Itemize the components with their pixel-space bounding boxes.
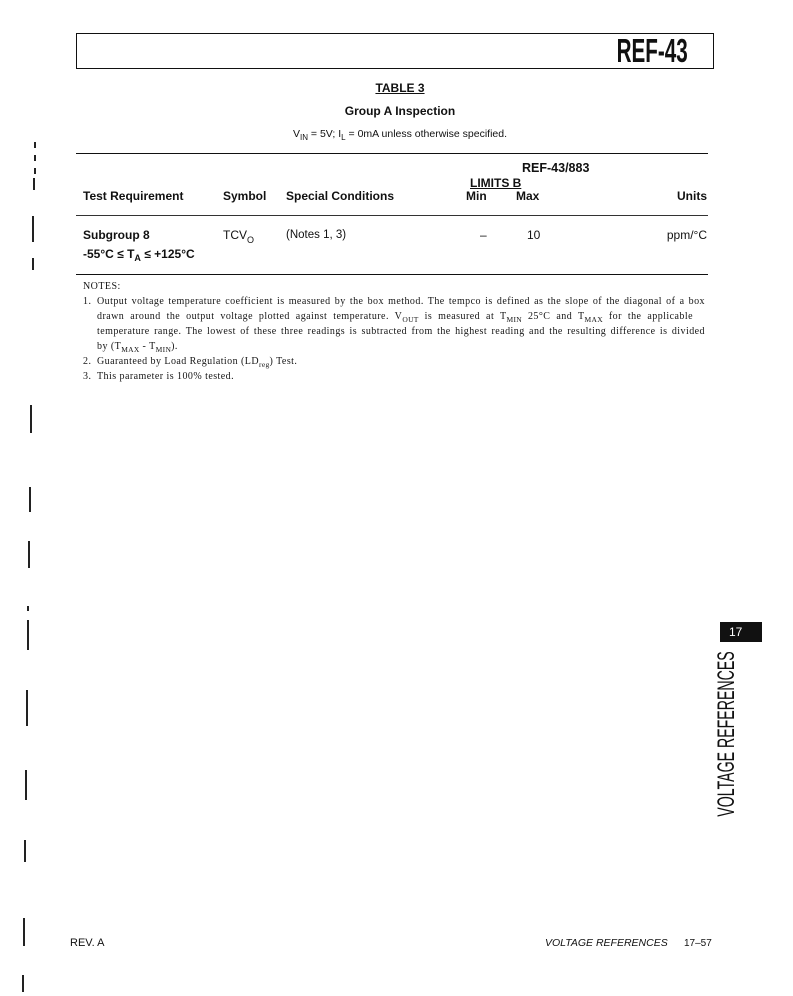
note-subscript: MIN — [506, 314, 522, 324]
temperature-range-after: ≤ +125°C — [140, 247, 195, 261]
margin-mark — [27, 620, 29, 650]
table-caption: TABLE 3 — [375, 81, 425, 95]
conditions-middle: = 5V; I — [308, 128, 342, 140]
note-subscript: OUT — [402, 314, 419, 324]
conditions-v: V — [292, 128, 300, 140]
note-line — [97, 357, 297, 367]
device-heading: REF-43/883 — [522, 161, 590, 175]
column-header-symbol: Symbol — [223, 189, 267, 203]
note-text: for the applicable — [602, 310, 693, 322]
cell-test-requirement: Subgroup 8 — [83, 228, 150, 242]
margin-mark — [23, 918, 25, 946]
margin-mark — [25, 770, 27, 800]
note-line — [97, 342, 178, 352]
note-number: 3. — [83, 370, 92, 382]
table-top-rule — [76, 153, 708, 154]
note-number: 1. — [83, 295, 92, 307]
note-subscript: reg — [259, 359, 270, 369]
note-line — [97, 312, 693, 322]
note-text: ) Test. — [269, 355, 298, 367]
column-header-min: Min — [466, 189, 487, 203]
column-header-special-conditions: Special Conditions — [286, 189, 395, 203]
conditions-v-subscript: IN — [300, 133, 308, 142]
temperature-range-before: -55°C ≤ T — [83, 247, 135, 261]
note-line — [97, 297, 705, 307]
section-tab-number: 17 — [729, 625, 743, 639]
note-line — [97, 327, 705, 337]
note-text: drawn around the output voltage plotted against temperature. V — [97, 310, 403, 322]
footer-revision: REV. A — [70, 936, 105, 949]
note-text: is measured at T — [418, 310, 507, 322]
note-number: 2. — [83, 355, 92, 367]
note-subscript: MAX — [121, 344, 140, 354]
cell-special-conditions: (Notes 1, 3) — [286, 229, 347, 241]
margin-mark — [34, 142, 36, 148]
part-number: REF-43 — [616, 32, 688, 69]
note-line — [97, 372, 234, 382]
symbol-text: TCV — [223, 228, 247, 242]
note-text: by (T — [97, 340, 122, 352]
section-tab-title: VOLTAGE REFERENCES — [713, 651, 740, 817]
note-subscript: MAX — [584, 314, 603, 324]
temperature-range-subscript: A — [134, 253, 141, 263]
note-text: temperature range. The lowest of these three readings is subtracted from the highest reading and the resulting difference is divided — [97, 325, 705, 337]
limits-heading: LIMITS B — [470, 176, 522, 190]
cell-max: 10 — [527, 228, 541, 242]
table-header-rule — [76, 215, 708, 216]
table-title: Group A Inspection — [344, 104, 456, 118]
margin-mark — [34, 155, 36, 161]
cell-min: – — [480, 228, 487, 242]
margin-mark — [30, 405, 32, 433]
note-text: Guaranteed by Load Regulation (LD — [97, 355, 260, 367]
conditions-i-subscript: L — [341, 133, 346, 142]
margin-mark — [27, 606, 29, 611]
note-text: ). — [171, 340, 178, 352]
cell-symbol — [223, 228, 255, 245]
margin-mark — [22, 975, 24, 992]
note-text: - T — [139, 340, 156, 352]
note-text: This parameter is 100% tested. — [97, 370, 235, 382]
margin-mark — [32, 216, 34, 242]
margin-mark — [32, 258, 34, 270]
column-header-units: Units — [677, 189, 707, 203]
note-subscript: MIN — [155, 344, 172, 354]
margin-mark — [34, 168, 36, 174]
margin-mark — [28, 541, 30, 568]
footer-page-number: 17–57 — [684, 938, 712, 949]
table-bottom-rule — [76, 274, 708, 275]
cell-temperature-range — [83, 247, 195, 263]
notes-heading: NOTES: — [83, 281, 121, 292]
column-header-max: Max — [516, 189, 540, 203]
margin-mark — [24, 840, 26, 862]
column-header-test-requirement: Test Requirement — [83, 189, 184, 203]
table-conditions — [200, 129, 600, 140]
note-text: Output voltage temperature coefficient is measured by the box method. The tempco is defined as the slope of the diagonal of a box — [97, 295, 705, 307]
margin-mark — [26, 690, 28, 726]
cell-units: ppm/°C — [666, 228, 707, 242]
margin-mark — [29, 487, 31, 512]
note-text: 25°C and T — [522, 310, 585, 322]
margin-mark — [33, 178, 35, 190]
footer-section-title: VOLTAGE REFERENCES — [545, 937, 668, 949]
symbol-subscript: O — [247, 235, 255, 245]
conditions-rest: = 0mA unless otherwise specified. — [345, 128, 508, 140]
